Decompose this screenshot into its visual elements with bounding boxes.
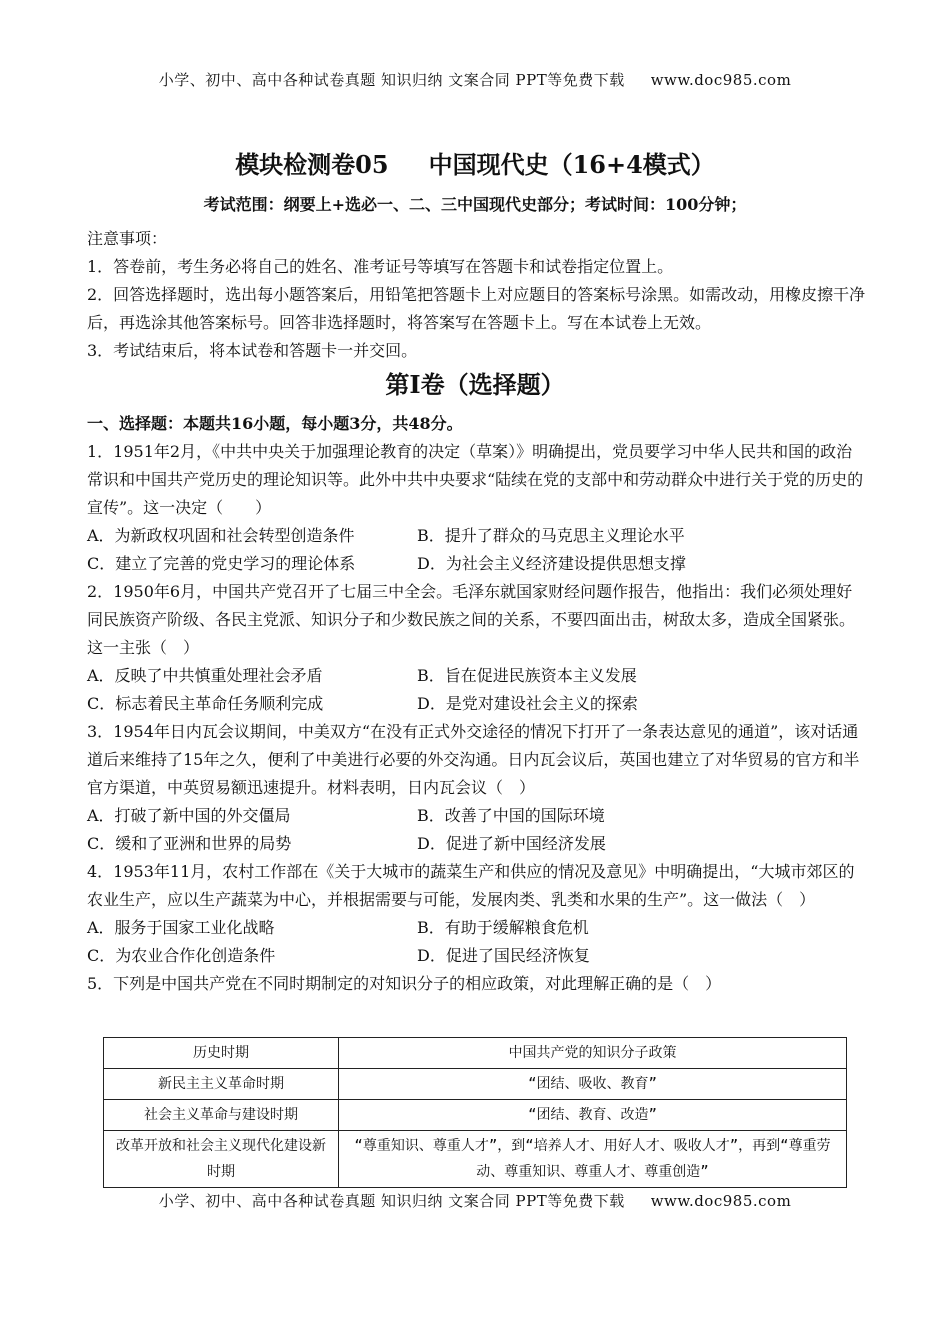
table-cell-policy: “团结、吸收、教育” [339, 1069, 847, 1100]
option-d[interactable]: D．促进了国民经济恢复 [417, 946, 590, 965]
notes-heading: 注意事项： [87, 229, 168, 248]
notes-section [87, 225, 867, 365]
header-banner [0, 69, 950, 90]
question-stem: 1．1951年2月，《中共中央关于加强理论教育的决定（草案）》明确提出，党员要学习中华人民共和国的政治常识和中国共产党历史的理论知识等。此外中共中央要求“陆续在党的支部中和劳动群众中进行关于党的历史的宣传”。这一决定（ ） [87, 442, 864, 517]
policy-table [103, 1037, 847, 1188]
footer-banner [0, 1190, 950, 1211]
question-2 [87, 578, 867, 718]
question-options [87, 914, 867, 970]
exam-title-left: 模块检测卷05 [235, 150, 389, 179]
option-d[interactable]: D．为社会主义经济建设提供思想支撑 [417, 554, 686, 573]
table-cell-period: 新民主主义革命时期 [104, 1069, 339, 1100]
question-stem: 3．1954年日内瓦会议期间，中美双方“在没有正式外交途径的情况下打开了一条表达意见的通道”，该对话通道后来维持了15年之久，便利了中美进行必要的外交沟通。日内瓦会议后，英国也建立了对华贸易的官方和半官方渠道，中英贸易额迅速提升。材料表明，日内瓦会议（ ） [87, 722, 860, 797]
option-c[interactable]: C．缓和了亚洲和世界的局势 [87, 834, 292, 853]
option-d[interactable]: D．促进了新中国经济发展 [417, 834, 606, 853]
header-banner-url[interactable]: www.doc985.com [650, 71, 792, 89]
question-4 [87, 858, 867, 970]
question-options [87, 662, 867, 718]
table-cell-period: 改革开放和社会主义现代化建设新时期 [104, 1131, 339, 1188]
exam-scope: 考试范围：纲要上+选必一、二、三中国现代史部分；考试时间：100分钟； [203, 195, 747, 214]
questions-section [87, 410, 867, 998]
note-item: 3．考试结束后，将本试卷和答题卡一并交回。 [87, 341, 418, 360]
option-b[interactable]: B．有助于缓解粮食危机 [417, 918, 589, 937]
question-5 [87, 970, 867, 998]
table-header-cell: 中国共产党的知识分子政策 [339, 1038, 847, 1069]
option-a[interactable]: A．服务于国家工业化战略 [87, 918, 275, 937]
option-c[interactable]: C．为农业合作化创造条件 [87, 946, 276, 965]
footer-banner-text: 小学、初中、高中各种试卷真题 知识归纳 文案合同 PPT等免费下载 [158, 1192, 625, 1210]
table-header-row [104, 1038, 847, 1069]
exam-title-right: 中国现代史（16+4模式） [428, 150, 715, 179]
option-b[interactable]: B．提升了群众的马克思主义理论水平 [417, 526, 685, 545]
option-b[interactable]: B．改善了中国的国际环境 [417, 806, 605, 825]
footer-banner-url[interactable]: www.doc985.com [650, 1192, 792, 1210]
question-options [87, 802, 867, 858]
option-d[interactable]: D．是党对建设社会主义的探索 [417, 694, 638, 713]
question-stem: 4．1953年11月，农村工作部在《关于大城市的蔬菜生产和供应的情况及意见》中明确提出，“大城市郊区的农业生产，应以生产蔬菜为中心，并根据需要与可能，发展肉类、乳类和水果的生产”。这一做法（ ） [87, 862, 855, 909]
question-stem: 5．下列是中国共产党在不同时期制定的对知识分子的相应政策，对此理解正确的是（ ） [87, 974, 722, 993]
question-stem: 2．1950年6月，中国共产党召开了七届三中全会。毛泽东就国家财经问题作报告，他指出：我们必须处理好同民族资产阶级、各民主党派、知识分子和少数民族之间的关系，不要四面出击，树敌太多，造成全国紧张。这一主张（ ） [87, 582, 856, 657]
question-3 [87, 718, 867, 858]
question-1 [87, 438, 867, 578]
section-title: 第I卷（选择题） [385, 370, 565, 399]
option-a[interactable]: A．打破了新中国的外交僵局 [87, 806, 291, 825]
option-a[interactable]: A．为新政权巩固和社会转型创造条件 [87, 526, 355, 545]
table-cell-policy: “尊重知识、尊重人才”，到“培养人才、用好人才、吸收人才”，再到“尊重劳动、尊重知识、尊重人才、尊重创造” [339, 1131, 847, 1188]
part-heading: 一、选择题：本题共16小题，每小题3分，共48分。 [87, 414, 463, 433]
table-cell-period: 社会主义革命与建设时期 [104, 1100, 339, 1131]
question-options [87, 522, 867, 578]
option-a[interactable]: A．反映了中共慎重处理社会矛盾 [87, 666, 323, 685]
note-item: 2．回答选择题时，选出每小题答案后，用铅笔把答题卡上对应题目的答案标号涂黑。如需改动，用橡皮擦干净后，再选涂其他答案标号。回答非选择题时，将答案写在答题卡上。写在本试卷上无效。 [87, 285, 866, 332]
exam-title [0, 145, 950, 180]
header-banner-text: 小学、初中、高中各种试卷真题 知识归纳 文案合同 PPT等免费下载 [158, 71, 625, 89]
option-c[interactable]: C．建立了完善的党史学习的理论体系 [87, 554, 356, 573]
option-b[interactable]: B．旨在促进民族资本主义发展 [417, 666, 637, 685]
option-c[interactable]: C．标志着民主革命任务顺利完成 [87, 694, 324, 713]
table-row [104, 1131, 847, 1188]
table-row [104, 1069, 847, 1100]
table-header-cell: 历史时期 [104, 1038, 339, 1069]
table-row [104, 1100, 847, 1131]
table-cell-policy: “团结、教育、改造” [339, 1100, 847, 1131]
note-item: 1．答卷前，考生务必将自己的姓名、准考证号等填写在答题卡和试卷指定位置上。 [87, 257, 674, 276]
